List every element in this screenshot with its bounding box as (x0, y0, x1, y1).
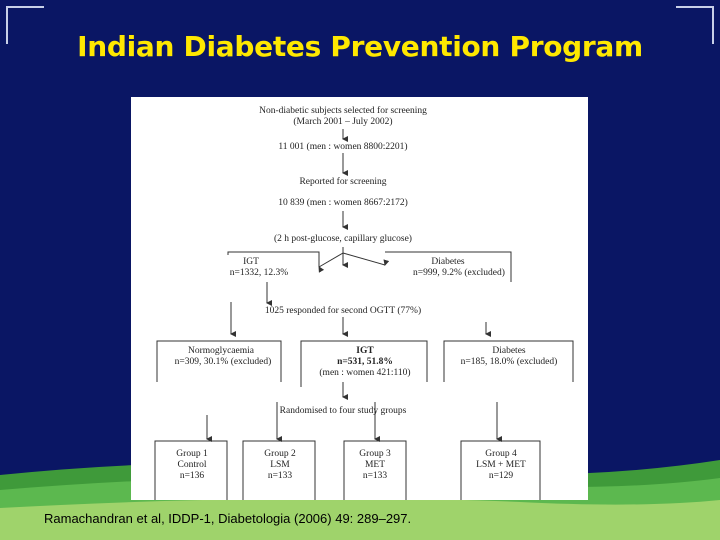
second-ogtt: 1025 responded for second OGTT (77%) (264, 306, 422, 316)
diabetes1-label: Diabetes (431, 257, 465, 267)
diabetes2-label: Diabetes (492, 346, 526, 356)
connector (319, 253, 343, 267)
igt1-label: IGT (243, 257, 259, 267)
group1-name: Group 1 (176, 449, 208, 459)
slide-title: Indian Diabetes Prevention Program (77, 30, 643, 63)
normo-count: n=309, 30.1% (excluded) (174, 357, 272, 367)
group1-count: n=136 (179, 471, 205, 481)
screened-count: 11 001 (men : women 8800:2201) (278, 142, 408, 152)
normo-label: Normoglycaemia (188, 346, 254, 356)
flowchart-image (131, 97, 588, 500)
group2-count: n=133 (267, 471, 293, 481)
group2-name: Group 2 (264, 449, 296, 459)
group4-count: n=129 (488, 471, 514, 481)
igt2-sex-ratio: (men : women 421:110) (319, 368, 411, 378)
diabetes1-count: n=999, 9.2% (excluded) (413, 268, 505, 278)
connector (343, 253, 385, 265)
group4-name: Group 4 (485, 449, 517, 459)
diabetes2-count: n=185, 18.0% (excluded) (460, 357, 558, 367)
group3-arm: MET (364, 460, 386, 470)
flowchart-lines (131, 97, 588, 500)
randomised-label: Randomised to four study groups (279, 406, 407, 416)
igt2-count: n=531, 51.8% (337, 357, 393, 367)
reported-label: Reported for screening (299, 177, 387, 187)
selected-label: Non-diabetic subjects selected for screening (259, 106, 427, 116)
selected-dates: (March 2001 – July 2002) (293, 117, 393, 127)
group4-arm: LSM + MET (476, 460, 526, 470)
reported-count: 10 839 (men : women 8667:2172) (278, 198, 408, 208)
group3-count: n=133 (362, 471, 388, 481)
igt2-label: IGT (356, 346, 374, 356)
citation: Ramachandran et al, IDDP-1, Diabetologia (2006) 49: 289–297. (44, 511, 412, 526)
group3-name: Group 3 (359, 449, 391, 459)
igt1-count: n=1332, 12.3% (229, 268, 289, 278)
test-method: (2 h post-glucose, capillary glucose) (274, 234, 412, 244)
group1-arm: Control (177, 460, 207, 470)
group2-arm: LSM (270, 460, 290, 470)
